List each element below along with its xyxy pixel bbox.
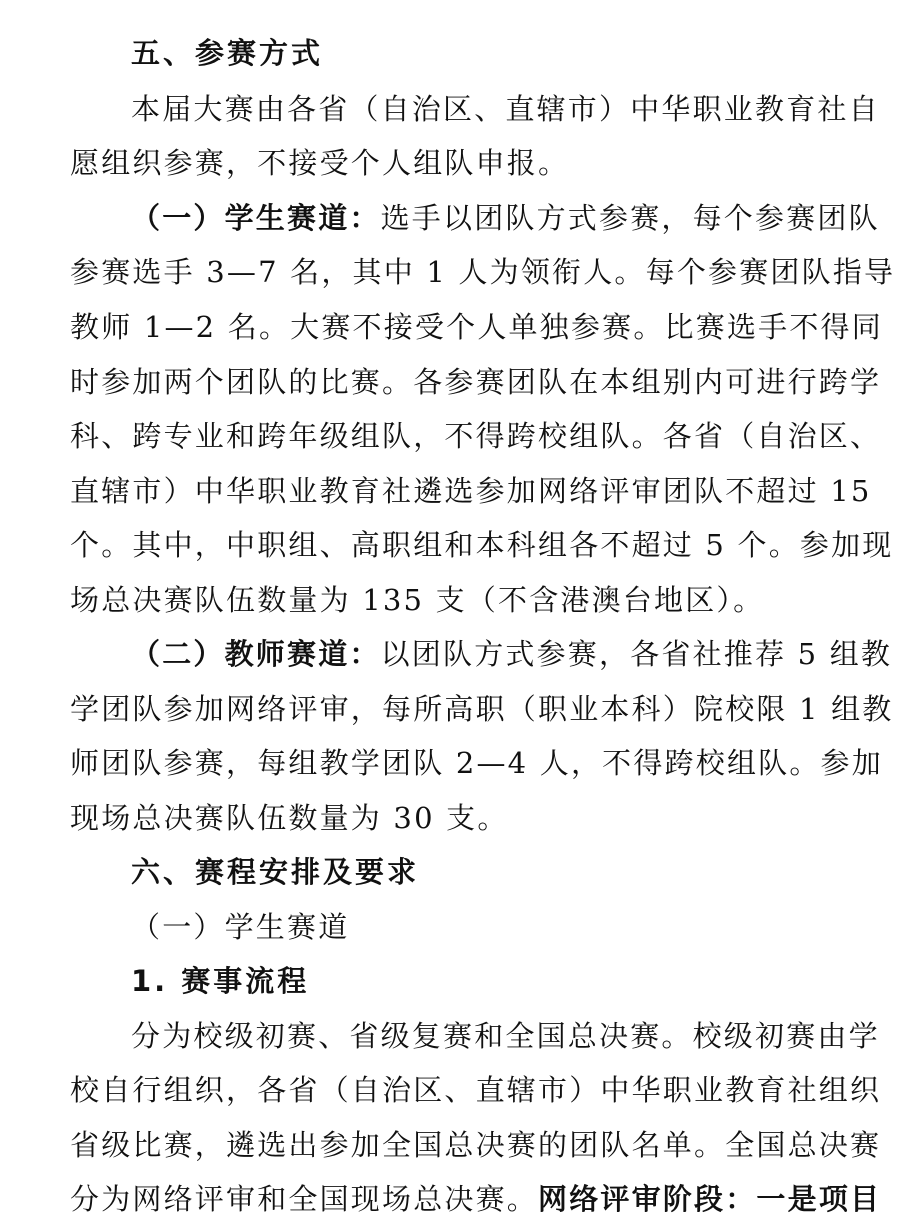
paragraph-bold-text: 网络评审阶段：一是项目 [538, 1182, 882, 1216]
student-track-line [131, 191, 880, 245]
sub-subsection-heading: 1. 赛事流程 [131, 964, 310, 998]
student-track-label: （一）学生赛道： [131, 201, 381, 235]
paragraph-line: 分为校级初赛、省级复赛和全国总决赛。校级初赛由学 [131, 1019, 880, 1053]
paragraph-line: 时参加两个团队的比赛。各参赛团队在本组别内可进行跨学 [70, 365, 882, 399]
teacher-track-label: （二）教师赛道： [131, 637, 381, 671]
section-5-heading: 五、参赛方式 [131, 36, 324, 70]
paragraph-text: 分为网络评审和全国现场总决赛。 [70, 1182, 539, 1216]
paragraph-line: 师团队参赛，每组教学团队 2—4 人，不得跨校组队。参加 [70, 746, 883, 780]
paragraph-line: 直辖市）中华职业教育社遴选参加网络评审团队不超过 15 [70, 474, 872, 508]
section-6-heading: 六、赛程安排及要求 [131, 855, 420, 889]
paragraph-line: 个。其中，中职组、高职组和本科组各不超过 5 个。参加现 [70, 528, 894, 562]
subsection-heading: （一）学生赛道 [131, 910, 350, 944]
paragraph-line: 愿组织参赛，不接受个人组队申报。 [70, 146, 570, 180]
paragraph-line: 省级比赛，遴选出参加全国总决赛的团队名单。全国总决赛 [70, 1128, 882, 1162]
paragraph-line [70, 1172, 882, 1226]
paragraph-text: 以团队方式参赛，各省社推荐 5 组教 [380, 637, 893, 671]
paragraph-line: 教师 1—2 名。大赛不接受个人单独参赛。比赛选手不得同 [70, 310, 883, 344]
paragraph-line: 科、跨专业和跨年级组队，不得跨校组队。各省（自治区、 [70, 419, 882, 453]
paragraph-line: 场总决赛队伍数量为 135 支（不含港澳台地区）。 [70, 583, 765, 617]
paragraph-line: 本届大赛由各省（自治区、直辖市）中华职业教育社自 [131, 92, 880, 126]
paragraph-line: 现场总决赛队伍数量为 30 支。 [70, 801, 509, 835]
paragraph-text: 选手以团队方式参赛，每个参赛团队 [380, 201, 880, 235]
paragraph-line: 学团队参加网络评审，每所高职（职业本科）院校限 1 组教 [70, 692, 894, 726]
paragraph-line: 校自行组织，各省（自治区、直辖市）中华职业教育社组织 [70, 1073, 882, 1107]
teacher-track-line [131, 627, 893, 681]
paragraph-line: 参赛选手 3—7 名，其中 1 人为领衔人。每个参赛团队指导 [70, 255, 896, 289]
